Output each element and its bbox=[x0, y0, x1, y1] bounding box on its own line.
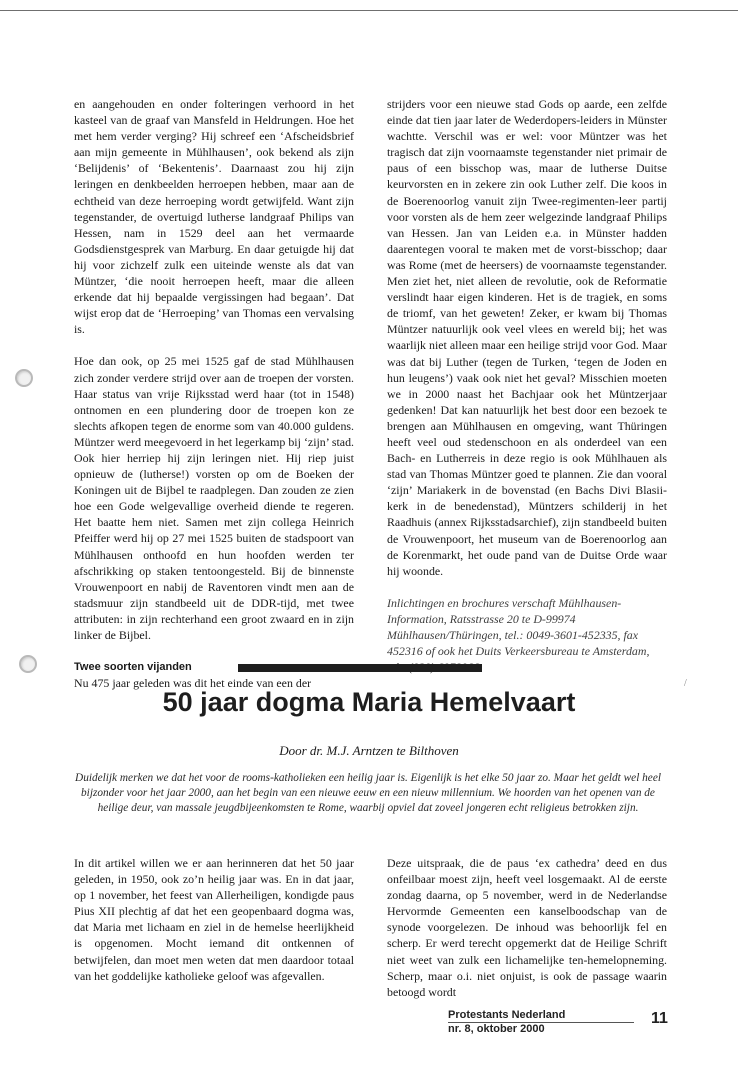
punch-hole-lower bbox=[19, 655, 37, 673]
section-subheading: Twee soorten vijanden bbox=[74, 661, 192, 674]
page-number: 11 bbox=[651, 1010, 668, 1027]
article-right-column bbox=[387, 855, 667, 1000]
info-note: Inlichtingen en brochures verschaft Mühlhausen-Information, Ratsstrasse 20 te D-99974 Mühlhausen/Thüringen, tel.: 0049-3601-452335, fax 452316 of ook het Duits Verkeersbureau te Amsterdam, bbox=[387, 595, 650, 659]
left-paragraph-1: en aangehouden en onder folteringen verhoord in het kasteel van de graaf van Mansfeld in Heldrungen. Hoe het met hem verder verging? Hij schreef een ‘Afscheidsbrief aan mijn gemeente in Mühlhausen’, ook bekend als zijn ‘Belijdenis’ of ‘Bekentenis’. Daarnaast zou hij zijn leringen en denkbeelden herroepen hebben, maar aan de echtheid van deze herroeping wordt getwijfeld. Want zijn tegenstander, de overtuigd lutherse landgraaf Philips van Hessen, nam in 1529 deel aan het vermaarde Godsdienstgesprek van Marburg. En daar getuigde hij dat hij voor zichzelf zulk een uiteinde wenste als dat van Müntzer, ‘die nooit herroepen heeft, maar die alleen erkende dat hij bepaalde vergissingen had begaan’. Dat wijst erop dat de ‘Herroeping’ van Thomas een vervalsing is. bbox=[74, 97, 354, 337]
footer-publication: Protestants Nederland bbox=[448, 1009, 566, 1021]
article-left-column bbox=[74, 855, 354, 984]
left-paragraph-2: Hoe dan ook, op 25 mei 1525 gaf de stad Mühlhausen zich zonder verdere strijd over aan de troepen der vorsten. Haar status van vrije Rijksstad werd haar (tot in 1548) ontnomen en een plundering door de troepen kon ze slechts afkopen tegen de enorme som van 40.000 guldens. Müntzer werd meegevoerd in het legerkamp bij ‘zijn’ stad. Ook hier herriep hij zijn leringen niet. Hij riep juist opnieuw de (lutherse!) vorsten op om de Boeken der Koningen uit de Bijbel te raadplegen. Dan zouden ze zien hoe een Gode welgevallige overheid diende te regeren. Het baatte hem niet. Samen met zijn collega Heinrich Pfeiffer werd hij op 27 mei 1525 buiten de stadspoort van Mühlhausen onthoofd en hun hoofden werden ter afschrikking op staken tentoongesteld. Bij de binnenste Vrouwenpoort en nabij de Raventoren vindt men aan de stadsmuur zijn standbeeld uit de DDR-tijd, met twee attributen: in zijn rechterhand een groot zwaard en in zijn linker de Bijbel. bbox=[74, 354, 354, 642]
article-byline: Door dr. M.J. Arntzen te Bilthoven bbox=[279, 743, 459, 758]
punch-hole-upper bbox=[15, 369, 33, 387]
article-right-text: Deze uitspraak, die de paus ‘ex cathedra’ deed en dus onfeilbaar moest zijn, heeft veel losgemaakt. Al de eerste zondag daarna, op 5 november, werd in de Nederlandse Hervormde Gemeenten een kanselboodschap van de synode voorgelezen. De inhoud was behoorlijk fel en scherp. Er werd terecht opgemerkt dat de Heilige Schrift niet weet van zulk een lichamelijke ten-hemelopneming. Scherp, maar o.i. niet onjuist, is ook de passage waarin betoogd wordt bbox=[387, 856, 667, 999]
article-intro: Duidelijk merken we dat het voor de rooms-katholieken een heilig jaar is. Eigenlijk is het elke 50 jaar zo. Maar het geldt wel heel bijzonder voor het jaar 2000, aan het begin van een nieuwe eeuw en een nieuw millennium. We hoorden van het openen van de heilige deur, van massale jeugdbijeenkomsten te Rome, waarbij opviel dat zoveel jongeren echt religieus betrokken zijn. bbox=[75, 772, 661, 815]
footer-underline bbox=[448, 1022, 634, 1023]
top-edge-line bbox=[0, 10, 738, 11]
article-left-text: In dit artikel willen we er aan herinneren dat het 50 jaar geleden, in 1950, ook zo’n heilig jaar was. En in dat jaar, op 1 november, het feest van Allerheiligen, kondigde paus Pius XII plechtig af dat het een geopenbaard dogma was, dat Maria met lichaam en ziel in de hemelse heerlijkheid is opgenomen. Mocht iemand dit ontkennen of betwijfelen, dan moet men weten dat men daardoor totaal van het goddelijke katholieke geloof was afgevallen. bbox=[74, 856, 354, 983]
footer-issue: nr. 8, oktober 2000 bbox=[448, 1023, 545, 1035]
right-paragraph-1: strijders voor een nieuwe stad Gods op aarde, een zelfde einde dat tien jaar later de Wederdopers-leiders in Münster wachtte. Verschil was er wel: voor Müntzer was het tragisch dat zijn voornaamste tegenstander niet primair de paus of een bisschop was, maar de lutherse Duitse keurvorsten en in zekere zin ook Luther zelf. Die koos in de Boerenoorlog vanuit zijn Twee-regimenten-leer partij voor vorsten als de hem zeer welgezinde landgraaf Philips van Hessen. Jan van Leiden e.a. in Münster hadden daarentegen vooral te maken met de vorst-bisschop; daar was Rome (met de heersers) de voornaamste tegenstander. Men ziet het, niet alleen de revolutie, ook de Reformatie verslindt haar eigen kinderen. Het is de tragiek, en soms de triomf, van het geweten! Zeker, er kwam bij Thomas Müntzer natuurlijk ook veel vlees en wereld bij; het was waarlijk niet alleen maar een heilige strijd voor God. Maar was dat bij Luther (tegen de Turken, ‘tegen de Joden en hun leugens’) vaak ook niet het geval? Misschien moeten we in 2000 naast het Bachjaar ook het Müntzerjaar gedenken! Dat kan natuurlijk het best door een bezoek te brengen aan Mühlhausen en omgeving, want Thüringen heeft veel oud stedenschoon en als onderdeel van een Bach- en Lutherreis in deze regio is ook Mühlhauen als stad van Thomas Müntzer goed te plannen. Zie dan vooral ‘zijn’ Mariakerk in de bovenstad (en Bachs Divi Blasii-kerk in de benedenstad), Müntzers schilderij in het Raadhuis (annex Rijksstadsarchief), zijn standbeeld buiten de Vrouwenpoort, het museum van de Boerenoorlog aan de Korenmarkt, het oude pand van de Duitse Orde waar hij woonde. bbox=[387, 97, 667, 578]
left-paragraph-3: Nu 475 jaar geleden was dit het einde van een der bbox=[74, 676, 312, 691]
right-column bbox=[387, 96, 667, 675]
left-column bbox=[74, 96, 354, 691]
article-title: 50 jaar dogma Maria Hemelvaart bbox=[162, 687, 576, 717]
scan-speck: / bbox=[684, 678, 687, 689]
article-divider-bar bbox=[238, 664, 482, 672]
